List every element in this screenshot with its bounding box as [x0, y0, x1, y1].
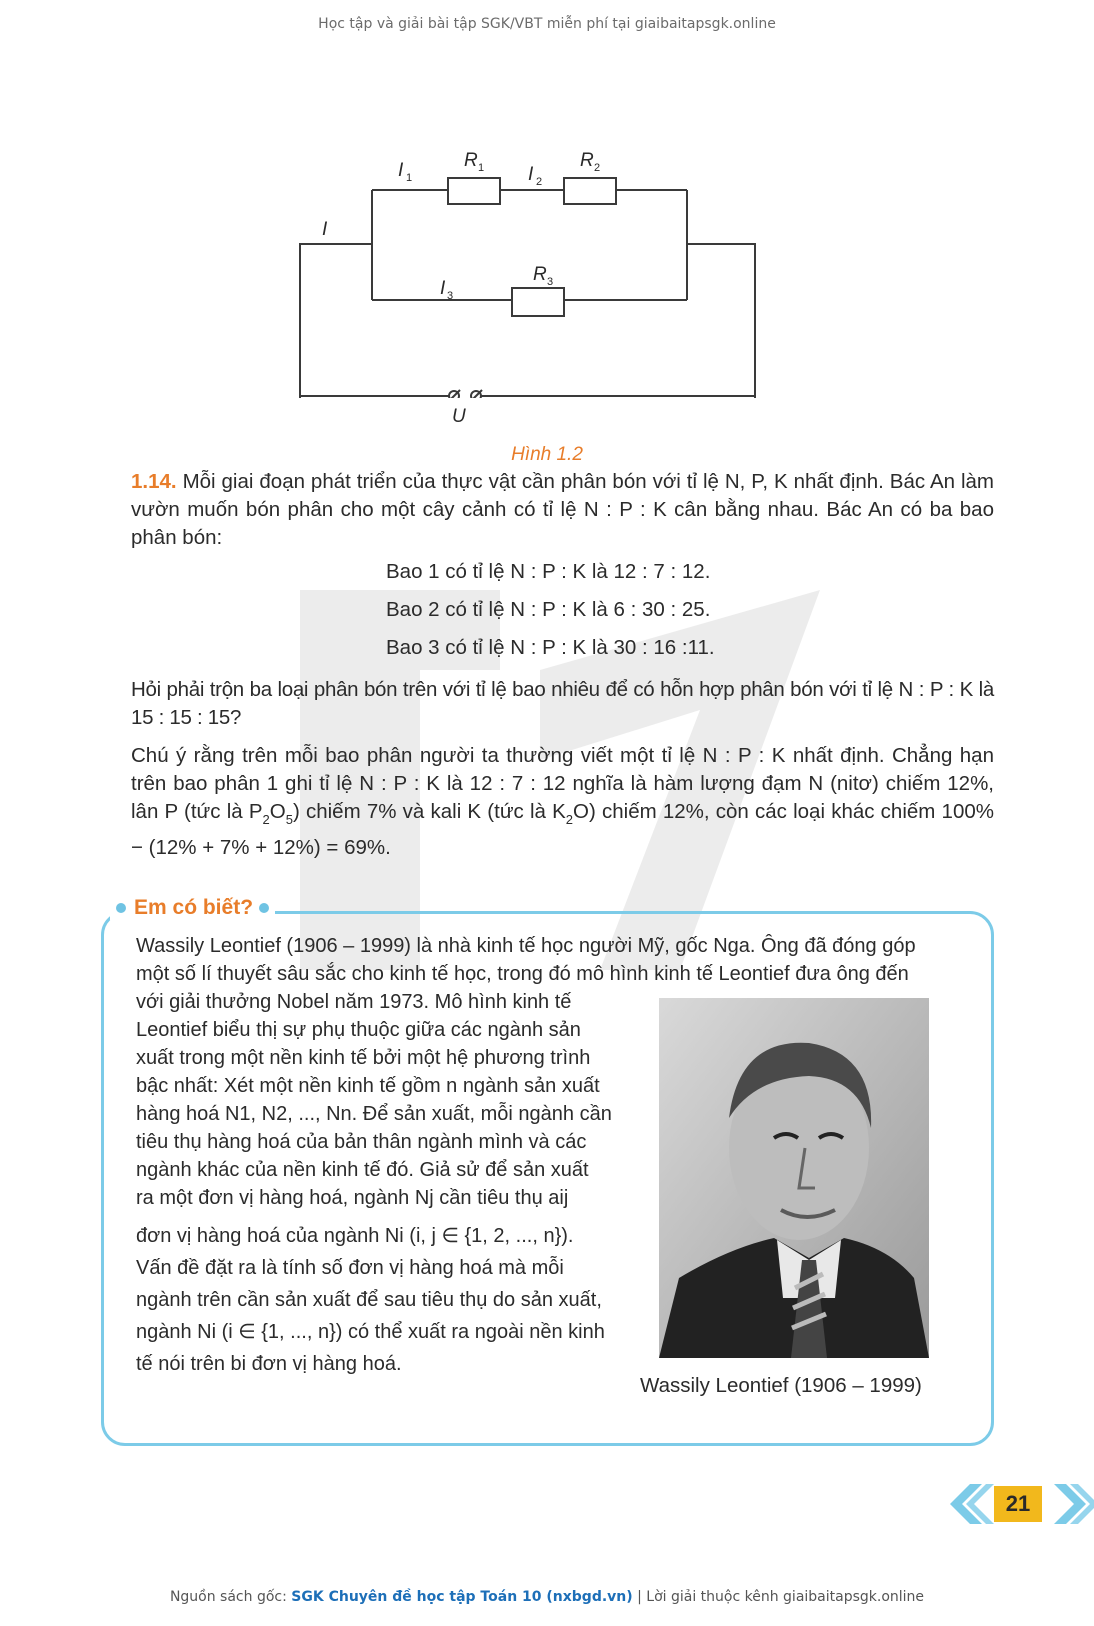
exercise-question: Hỏi phải trộn ba loại phân bón trên với tỉ lệ bao nhiêu để có hỗn hợp phân bón với tỉ lệ N : P : K là 15 : 15 : 15?: [131, 678, 994, 729]
bag-2: Bao 2 có tỉ lệ N : P : K là 6 : 30 : 25.: [386, 598, 711, 621]
resistor-r1: [448, 178, 500, 204]
info-line-14: ngành Ni (i ∈ {1, ..., n}) có thể xuất ra ngoài nền kinh: [136, 1321, 605, 1343]
page-footer: [0, 1589, 1094, 1605]
portrait-caption: Wassily Leontief (1906 – 1999): [640, 1374, 922, 1397]
label-u: U: [452, 406, 466, 427]
note-text-c: ) chiếm 7% và kali K (tức là K: [292, 800, 566, 823]
page-number: 21: [994, 1486, 1042, 1522]
info-line-4: Leontief biểu thị sự phụ thuộc giữa các ngành sản: [136, 1019, 581, 1041]
footer-suffix: | Lời giải thuộc kênh giaibaitapsgk.online: [632, 1589, 925, 1605]
circuit-diagram: [290, 140, 810, 440]
resistor-r3: [512, 288, 564, 316]
note-sub-2a: 2: [262, 812, 270, 827]
label-i3-sub: 3: [447, 290, 454, 302]
label-r2-sub: 2: [594, 162, 601, 174]
info-box-title: Em có biết?: [134, 896, 254, 919]
resistor-r2: [564, 178, 616, 204]
info-line-10: ra một đơn vị hàng hoá, ngành Nj cần tiêu thụ aij: [136, 1187, 569, 1209]
note-text-b: O: [269, 800, 286, 823]
info-line-13: ngành trên cần sản xuất để sau tiêu thụ do sản xuất,: [136, 1289, 602, 1311]
note-sub-5: 5: [285, 812, 293, 827]
label-i1-sub: 1: [406, 172, 413, 184]
bag-3: Bao 3 có tỉ lệ N : P : K là 30 : 16 :11.: [386, 636, 715, 659]
bullet-dot-icon: [116, 903, 126, 913]
page-header: Học tập và giải bài tập SGK/VBT miễn phí tại giaibaitapsgk.online: [318, 16, 776, 32]
exercise-note: [131, 742, 994, 862]
label-r3: R: [533, 264, 547, 285]
info-line-6: bậc nhất: Xét một nền kinh tế gồm n ngành sản xuất: [136, 1075, 600, 1097]
info-line-2: một số lí thuyết sâu sắc cho kinh tế học, trong đó mô hình kinh tế Leontief đưa ông đến: [136, 963, 909, 985]
info-line-8: tiêu thụ hàng hoá của bản thân ngành mình và các: [136, 1131, 587, 1153]
footer-prefix: Nguồn sách gốc:: [169, 1589, 292, 1605]
exercise-number: 1.14.: [131, 470, 177, 493]
label-i1: I: [398, 160, 404, 181]
note-text-d: O) chiếm 12%, còn các loại khác chiếm 100% − (12% + 7% + 12%) = 69%.: [131, 800, 994, 859]
info-line-5: xuất trong một nền kinh tế bởi một hệ phương trình: [136, 1047, 591, 1069]
info-line-7: hàng hoá N1, N2, ..., Nn. Để sản xuất, mỗi ngành cần: [136, 1103, 612, 1125]
info-line-11: đơn vị hàng hoá của ngành Ni (i, j ∈ {1, 2, ..., n}).: [136, 1225, 574, 1247]
bullet-dot-icon: [259, 903, 269, 913]
note-text-a: Chú ý rằng trên mỗi bao phân người ta thường viết một tỉ lệ N : P : K nhất định. Chẳng hạn trên bao phân 1 ghi tỉ lệ N : P : K là 12 : 7 : 12 nghĩa là hàm lượng đạm N (nitơ) chiếm 12%, lân P (tức là P: [131, 744, 994, 823]
info-line-9: ngành khác của nền kinh tế đó. Giả sử để sản xuất: [136, 1159, 589, 1181]
label-i: I: [322, 219, 328, 240]
label-r1-sub: 1: [478, 162, 485, 174]
bag-1: Bao 1 có tỉ lệ N : P : K là 12 : 7 : 12.: [386, 560, 711, 583]
label-i2: I: [528, 164, 534, 185]
info-line-15: tế nói trên bi đơn vị hàng hoá.: [136, 1353, 402, 1375]
info-line-1: Wassily Leontief (1906 – 1999) là nhà kinh tế học người Mỹ, gốc Nga. Ông đã đóng góp: [136, 935, 916, 957]
exercise-intro-text: Mỗi giai đoạn phát triển của thực vật cần phân bón với tỉ lệ N, P, K nhất định. Bác An làm vườn muốn bón phân cho một cây cảnh có tỉ lệ N : P : K cân bằng nhau. Bác An có ba bao phân bón:: [131, 470, 994, 549]
portrait-photo: [659, 998, 929, 1358]
info-box-title-wrap: [110, 896, 275, 920]
footer-source-link[interactable]: SGK Chuyên đề học tập Toán 10 (nxbgd.vn): [291, 1589, 633, 1605]
label-i3: I: [440, 278, 446, 299]
label-r3-sub: 3: [547, 276, 554, 288]
portrait-illustration: [659, 998, 929, 1358]
label-r1: R: [464, 150, 478, 171]
exercise-intro: [131, 468, 994, 552]
figure-caption: Hình 1.2: [511, 444, 583, 465]
note-sub-2b: 2: [565, 812, 574, 827]
label-i2-sub: 2: [536, 176, 543, 188]
info-line-12: Vấn đề đặt ra là tính số đơn vị hàng hoá mà mỗi: [136, 1257, 564, 1279]
label-r2: R: [580, 150, 594, 171]
info-line-3: với giải thưởng Nobel năm 1973. Mô hình kinh tế: [136, 991, 572, 1013]
